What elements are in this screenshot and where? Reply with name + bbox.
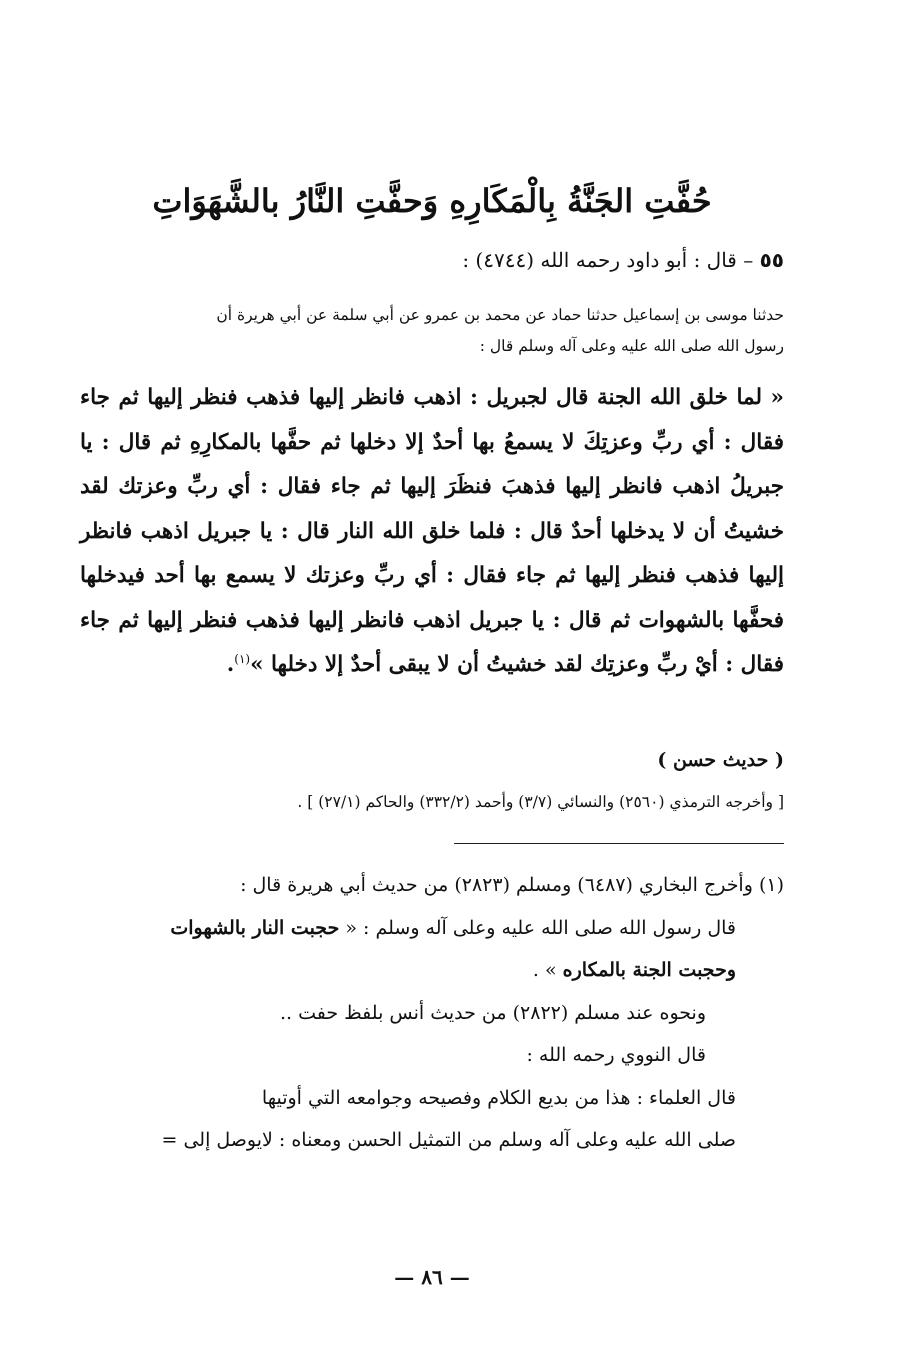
page-number: — ٨٦ — (394, 1265, 470, 1289)
chapter-title: حُفَّتِ الجَنَّةُ بِالْمَكَارِهِ وَحفَّتِ النَّارُ بالشَّهَوَاتِ (152, 182, 712, 221)
footnote-separator (454, 843, 784, 844)
footnote (80, 864, 784, 1162)
footnote-text: وأخرج البخاري (٦٤٨٧) ومسلم (٢٨٢٣) من حديث أبي هريرة قال : (240, 874, 753, 896)
footnote-text: قال النووي رحمه الله : (526, 1044, 706, 1066)
footnote-marker: (١) (758, 874, 784, 896)
hadith-isnad (80, 300, 784, 362)
footnote-line (80, 949, 784, 992)
footnote-text: صلى الله عليه وعلى آله وسلم من التمثيل الحسن ومعناه : لايوصل إلى = (161, 1129, 736, 1151)
footnote-line (80, 864, 784, 907)
footnote-line (80, 1119, 784, 1162)
footnote-line (80, 1034, 784, 1077)
footnote-line (80, 992, 784, 1035)
hadith-attribution: – قال : أبو داود رحمه الله (٤٧٤٤) : (462, 248, 754, 272)
hadith-takhrij: [ وأخرجه الترمذي (٢٥٦٠) والنسائي (٣/٧) وأحمد (٣٣٢/٢) والحاكم (٢٧/١) ] . (297, 793, 784, 811)
footnote-text: قال رسول الله صلى الله عليه وعلى آله وسلم : « (345, 916, 736, 939)
footnote-text: قال العلماء : هذا من بديع الكلام وفصيحه وجوامعه التي أوتيها (261, 1086, 736, 1109)
footnote-text: ونحوه عند مسلم (٢٨٢٢) من حديث أنس بلفظ حفت .. (279, 1001, 706, 1024)
hadith-matn (80, 376, 784, 688)
footnote-line (80, 907, 784, 950)
book-page (80, 0, 784, 1357)
hadith-grade: ( حديث حسن ) (657, 749, 784, 771)
footnote-text: » . (532, 959, 557, 981)
hadith-number: ٥٥ (759, 248, 784, 272)
matn-text: « لما خلق الله الجنة قال لجبريل : اذهب فانظر إليها فذهب فنظر إليها ثم جاء فقال : أي ربِّ وعزتِكَ لا يسمعُ بها أحدٌ إلا دخلها ثم حفَّها بالمكارِهِ ثم قال : يا جبريلُ اذهب فانظر إليها فذهبَ فنظَرَ إليها ثم جاء فقال : أي ربِّ وعزتك لقد خشيتُ أن لا يدخلها أحدٌ قال : فلما خلق الله النار قال : يا جبريل اذهب فانظر إليها فذهب فنظر إليها ثم جاء فقال : أي ربِّ وعزتك لا يسمع بها أحد فيدخلها فحفَّها بالشهوات ثم قال : يا جبريل اذهب فانظر إليها فذهب فنظر إليها ثم جاء فقال : أيْ ربِّ وعزتِك لقد خشيتُ أن لا يبقى أحدٌ إلا دخلها » (80, 385, 784, 677)
footnote-reference[interactable]: (١) (234, 651, 251, 666)
isnad-line: رسول الله صلى الله عليه وعلى آله وسلم قال : (479, 337, 784, 355)
footnote-quote: حجبت النار بالشهوات (170, 916, 340, 939)
footnote-line (80, 1077, 784, 1120)
matn-end: . (226, 652, 235, 677)
hadith-header (80, 240, 784, 280)
isnad-line: حدثنا موسى بن إسماعيل حدثنا حماد عن محمد بن عمرو عن أبي سلمة عن أبي هريرة أن (216, 306, 784, 324)
footnote-quote: وحجبت الجنة بالمكاره (562, 959, 736, 981)
